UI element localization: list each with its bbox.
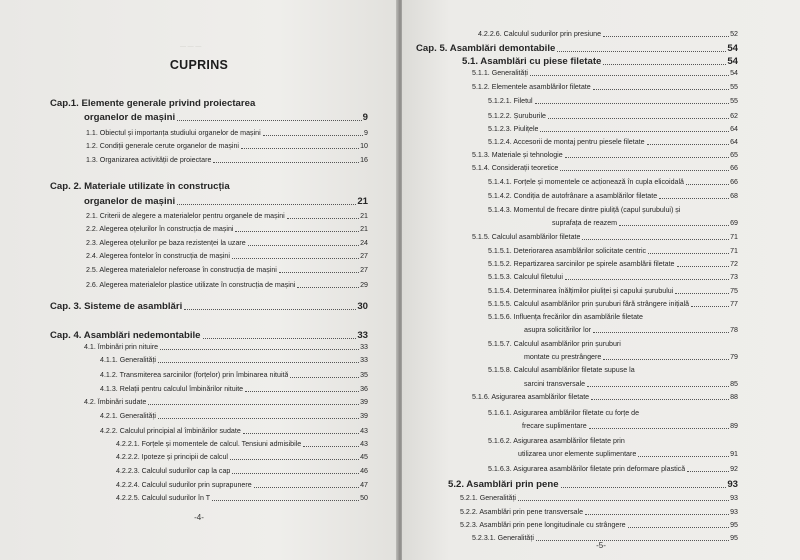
toc-entry-title: 5.1.6. Asigurarea asamblărilor filetate xyxy=(472,393,590,401)
dot-leader xyxy=(687,471,729,472)
toc-entry xyxy=(116,494,368,503)
toc-left xyxy=(0,0,398,560)
toc-entry-page-number: 21 xyxy=(360,225,368,233)
toc-entry-title: 5.1.2.2. Șuruburile xyxy=(488,112,546,120)
toc-entry-title: Cap. 3. Sisteme de asamblări xyxy=(50,301,183,312)
toc-entry xyxy=(472,393,738,402)
toc-entry xyxy=(488,465,738,474)
toc-entry-page-number: 10 xyxy=(360,142,368,150)
toc-entry-title: Cap. 2. Materiale utilizate în construcția xyxy=(50,181,230,192)
toc-entry xyxy=(488,192,738,201)
toc-chapter-heading xyxy=(50,181,368,192)
toc-entry-page-number: 47 xyxy=(360,481,368,489)
dot-leader xyxy=(593,332,729,333)
toc-entry xyxy=(488,125,738,134)
toc-entry xyxy=(116,440,368,449)
toc-entry-title: 4.2.2.5. Calculul sudurilor în T xyxy=(116,494,211,502)
toc-entry-title: frecare suplimentare xyxy=(522,422,587,430)
toc-entry-title: 2.5. Alegerea materialelor neferoase în construcția de mașini xyxy=(86,266,277,274)
toc-entry-title: 5.1.2.4. Accesorii de montaj pentru piesele filetate xyxy=(488,138,645,146)
dot-leader xyxy=(691,306,729,307)
toc-entry xyxy=(86,212,368,221)
toc-entry-page-number: 36 xyxy=(360,385,368,393)
toc-chapter-heading xyxy=(50,330,368,341)
toc-entry xyxy=(86,225,368,234)
toc-entry xyxy=(488,409,738,418)
toc-entry xyxy=(518,450,738,459)
toc-entry-title: 4.2.2. Calculul principial al îmbinărilor sudate xyxy=(100,427,241,435)
toc-entry-title: 1.3. Organizarea activității de proiectare xyxy=(86,156,212,164)
dot-leader xyxy=(561,487,727,488)
toc-entry xyxy=(552,219,738,228)
toc-entry-title: 5.1.5.1. Deteriorarea asamblărilor solicitate centric xyxy=(488,247,647,255)
toc-entry-page-number: 39 xyxy=(360,412,368,420)
toc-entry-page-number: 66 xyxy=(730,178,738,186)
toc-entry-title: 5.1.1. Generalități xyxy=(472,69,528,77)
toc-entry xyxy=(460,521,738,530)
dot-leader xyxy=(540,131,729,132)
toc-entry-title: Cap. 5. Asamblări demontabile xyxy=(416,43,556,54)
toc-entry-page-number: 65 xyxy=(730,151,738,159)
toc-entry-page-number: 78 xyxy=(730,326,738,334)
dot-leader xyxy=(648,253,729,254)
dot-leader xyxy=(232,473,359,474)
toc-entry-page-number: 88 xyxy=(730,393,738,401)
toc-entry-page-number: 24 xyxy=(360,239,368,247)
toc-entry-page-number: 39 xyxy=(360,398,368,406)
toc-entry-title: 2.2. Alegerea oțelurilor în construcția de mașini xyxy=(86,225,234,233)
toc-entry-title: 2.4. Alegerea fontelor în construcția de mașini xyxy=(86,252,230,260)
toc-entry xyxy=(472,151,738,160)
toc-right xyxy=(402,0,800,560)
dot-leader xyxy=(603,36,729,37)
dot-leader xyxy=(248,245,359,246)
toc-entry-page-number: 9 xyxy=(362,112,368,123)
dot-leader xyxy=(241,148,359,149)
toc-entry-title: 2.1. Criterii de alegere a materialelor pentru organele de mașini xyxy=(86,212,285,220)
dot-leader xyxy=(158,362,359,363)
toc-entry-title: 4.2. Îmbinări sudate xyxy=(84,398,147,406)
toc-entry-title: suprafața de reazem xyxy=(552,219,618,227)
toc-entry-page-number: 27 xyxy=(360,266,368,274)
toc-entry xyxy=(116,453,368,462)
dot-leader xyxy=(582,239,729,240)
toc-entry xyxy=(86,129,368,138)
toc-entry xyxy=(488,300,738,309)
dot-leader xyxy=(213,162,359,163)
toc-chapter-heading xyxy=(50,301,368,312)
toc-entry-title: 5.1.5.3. Calculul filetului xyxy=(488,273,563,281)
dot-leader xyxy=(235,231,359,232)
toc-entry xyxy=(100,427,368,436)
toc-entry xyxy=(472,69,738,78)
dot-leader xyxy=(628,527,729,528)
dot-leader xyxy=(587,386,729,387)
toc-entry xyxy=(116,467,368,476)
dot-leader xyxy=(287,218,359,219)
toc-entry-page-number: 75 xyxy=(730,287,738,295)
toc-entry-title: 4.2.2.2. Ipoteze și principii de calcul xyxy=(116,453,228,461)
toc-entry xyxy=(488,340,738,349)
toc-entry-page-number: 52 xyxy=(730,30,738,38)
toc-entry xyxy=(460,494,738,503)
toc-entry xyxy=(488,178,738,187)
dot-leader xyxy=(589,428,729,429)
toc-entry xyxy=(116,481,368,490)
toc-entry-page-number: 79 xyxy=(730,353,738,361)
dot-leader xyxy=(603,359,729,360)
toc-entry-title: 4.1.2. Transmiterea sarcinilor (forțelor) prin îmbinarea nituită xyxy=(100,371,289,379)
toc-entry-page-number: 72 xyxy=(730,260,738,268)
toc-entry-title: 5.1.2. Elementele asamblărilor filetate xyxy=(472,83,591,91)
toc-entry xyxy=(488,97,738,106)
toc-entry-title: 5.2. Asamblări prin pene xyxy=(448,479,559,490)
toc-entry-page-number: 33 xyxy=(360,343,368,351)
toc-entry-page-number: 91 xyxy=(730,450,738,458)
toc-entry-page-number: 66 xyxy=(730,164,738,172)
toc-entry-page-number: 93 xyxy=(730,508,738,516)
toc-entry-title: 1.1. Obiectul și importanța studiului organelor de mașini xyxy=(86,129,261,137)
toc-chapter-heading xyxy=(84,196,368,207)
dot-leader xyxy=(160,349,359,350)
toc-entry xyxy=(488,112,738,121)
dot-leader xyxy=(560,170,729,171)
toc-entry-page-number: 64 xyxy=(730,138,738,146)
toc-entry-page-number: 93 xyxy=(727,479,738,490)
toc-entry xyxy=(86,156,368,165)
toc-entry-title: 5.1.5. Calculul asamblărilor filetate xyxy=(472,233,581,241)
toc-title: CUPRINS xyxy=(169,58,229,72)
toc-entry xyxy=(84,343,368,352)
toc-entry xyxy=(86,142,368,151)
dot-leader xyxy=(675,293,729,294)
dot-leader xyxy=(677,266,730,267)
toc-entry-title: 4.1.1. Generalități xyxy=(100,356,156,364)
toc-entry-title: 5.2.3.1. Generalități xyxy=(472,534,534,542)
bleed-through-text: — — — xyxy=(180,44,202,50)
dot-leader xyxy=(254,487,359,488)
toc-entry-title: organelor de mașini xyxy=(84,112,176,123)
dot-leader xyxy=(593,89,729,90)
dot-leader xyxy=(184,309,356,310)
toc-entry-page-number: 55 xyxy=(730,83,738,91)
toc-entry-page-number: 68 xyxy=(730,192,738,200)
toc-entry-title: 4.2.2.4. Calculul sudurilor prin suprapunere xyxy=(116,481,252,489)
toc-entry xyxy=(488,437,738,446)
toc-entry-title: 5.1.4.1. Forțele și momentele ce acționează în cupla elicoidală xyxy=(488,178,684,186)
toc-entry-title: 5.1.5.5. Calculul asamblărilor prin șuruburi fără strângere inițială xyxy=(488,300,690,308)
toc-chapter-heading xyxy=(84,112,368,123)
toc-entry-title: 5.1.2.3. Piulițele xyxy=(488,125,539,133)
right-page xyxy=(402,0,800,560)
dot-leader xyxy=(603,64,726,65)
toc-entry-page-number: 54 xyxy=(727,43,738,54)
dot-leader xyxy=(686,184,729,185)
toc-entry xyxy=(524,353,738,362)
toc-entry xyxy=(472,83,738,92)
toc-entry xyxy=(488,260,738,269)
toc-entry xyxy=(100,385,368,394)
toc-entry xyxy=(100,356,368,365)
dot-leader xyxy=(279,272,359,273)
toc-entry-title: 5.1.5.4. Determinarea înălțimilor piuliței și capului șurubului xyxy=(488,287,674,295)
toc-entry-page-number: 43 xyxy=(360,440,368,448)
toc-entry-title: montate cu prestrângere xyxy=(524,353,602,361)
toc-entry-page-number: 27 xyxy=(360,252,368,260)
toc-entry-title: 5.2.2. Asamblări prin pene transversale xyxy=(460,508,584,516)
toc-entry-title: 4.1.3. Relații pentru calculul îmbinărilor nituite xyxy=(100,385,244,393)
toc-entry xyxy=(86,239,368,248)
dot-leader xyxy=(243,433,359,434)
toc-entry-title: 4.2.2.6. Calculul sudurilor prin presiune xyxy=(478,30,602,38)
toc-entry-page-number: 50 xyxy=(360,494,368,502)
toc-entry-page-number: 54 xyxy=(727,56,738,67)
dot-leader xyxy=(245,391,359,392)
toc-entry-page-number: 33 xyxy=(357,330,368,341)
toc-entry-title: 5.1.5.2. Repartizarea sarcinilor pe spirele asamblării filetate xyxy=(488,260,675,268)
toc-entry-title: Cap.1. Elemente generale privind proiectarea xyxy=(50,98,256,109)
toc-entry xyxy=(488,273,738,282)
toc-entry-page-number: 46 xyxy=(360,467,368,475)
toc-entry-title: sarcini transversale xyxy=(524,380,586,388)
toc-entry-page-number: 16 xyxy=(360,156,368,164)
toc-entry-title: 5.1. Asamblări cu piese filetate xyxy=(462,56,602,67)
toc-entry-title: organelor de mașini xyxy=(84,196,176,207)
toc-entry-page-number: 95 xyxy=(730,534,738,542)
toc-entry xyxy=(524,326,738,335)
dot-leader xyxy=(290,377,359,378)
toc-entry-title: 4.2.1. Generalități xyxy=(100,412,156,420)
dot-leader xyxy=(297,287,359,288)
toc-entry xyxy=(488,313,738,322)
toc-entry-page-number: 92 xyxy=(730,465,738,473)
toc-entry-title: 5.2.3. Asamblări prin pene longitudinale cu strângere xyxy=(460,521,626,529)
page-number-left: -4- xyxy=(194,513,204,522)
toc-entry-title: 1.2. Condiții generale cerute organelor de mașini xyxy=(86,142,240,150)
dot-leader xyxy=(230,459,359,460)
toc-entry-title: 5.1.6.1. Asigurarea amblărilor filetate cu forțe de xyxy=(488,409,640,417)
toc-entry-page-number: 89 xyxy=(730,422,738,430)
toc-entry-title: 2.6. Alegerea materialelor plastice utilizate în construcția de mașini xyxy=(86,281,296,289)
toc-entry xyxy=(86,281,368,290)
toc-entry-page-number: 64 xyxy=(730,125,738,133)
dot-leader xyxy=(591,399,729,400)
toc-entry-title: 5.1.5.7. Calculul asamblărilor prin șuruburi xyxy=(488,340,621,348)
toc-entry-page-number: 71 xyxy=(730,247,738,255)
toc-entry xyxy=(86,252,368,261)
toc-entry xyxy=(84,398,368,407)
toc-entry-page-number: 85 xyxy=(730,380,738,388)
dot-leader xyxy=(212,500,359,501)
toc-entry xyxy=(472,164,738,173)
dot-leader xyxy=(177,204,356,205)
toc-entry-page-number: 77 xyxy=(730,300,738,308)
dot-leader xyxy=(619,225,729,226)
toc-entry-page-number: 69 xyxy=(730,219,738,227)
toc-entry-page-number: 9 xyxy=(364,129,368,137)
dot-leader xyxy=(148,404,359,405)
toc-entry-page-number: 43 xyxy=(360,427,368,435)
toc-entry xyxy=(478,30,738,39)
toc-entry-page-number: 54 xyxy=(730,69,738,77)
dot-leader xyxy=(303,446,359,447)
toc-entry-page-number: 29 xyxy=(360,281,368,289)
toc-entry-title: 5.1.5.6. Influența frecărilor din asamblările filetate xyxy=(488,313,643,321)
toc-entry-title: 5.2.1. Generalități xyxy=(460,494,516,502)
toc-entry-page-number: 93 xyxy=(730,494,738,502)
toc-entry-page-number: 21 xyxy=(357,196,368,207)
dot-leader xyxy=(232,258,359,259)
dot-leader xyxy=(565,157,729,158)
dot-leader xyxy=(530,75,729,76)
toc-entry-page-number: 45 xyxy=(360,453,368,461)
toc-entry-title: 5.1.4. Considerații teoretice xyxy=(472,164,559,172)
toc-entry xyxy=(100,412,368,421)
toc-entry-page-number: 21 xyxy=(360,212,368,220)
toc-entry xyxy=(86,266,368,275)
dot-leader xyxy=(535,103,730,104)
dot-leader xyxy=(557,51,726,52)
toc-entry-title: 5.1.6.2. Asigurarea asamblărilor filetate prin xyxy=(488,437,625,445)
dot-leader xyxy=(158,418,359,419)
toc-entry-title: 4.2.2.1. Forțele și momentele de calcul. Tensiuni admisibile xyxy=(116,440,302,448)
dot-leader xyxy=(565,279,729,280)
toc-entry-title: asupra solicitărilor lor xyxy=(524,326,592,334)
toc-entry-title: 5.1.6.3. Asigurarea asamblărilor filetate prin deformare plastică xyxy=(488,465,686,473)
toc-chapter-heading xyxy=(462,56,738,67)
toc-entry-page-number: 71 xyxy=(730,233,738,241)
toc-entry-title: 4.1. Îmbinări prin nituire xyxy=(84,343,159,351)
toc-entry xyxy=(460,508,738,517)
toc-entry-title: 4.2.2.3. Calculul sudurilor cap la cap xyxy=(116,467,231,475)
dot-leader xyxy=(518,500,729,501)
toc-entry xyxy=(522,422,738,431)
dot-leader xyxy=(203,338,357,339)
toc-entry-title: 5.1.4.2. Condiția de autofrânare a asamblărilor filetate xyxy=(488,192,658,200)
toc-entry-page-number: 62 xyxy=(730,112,738,120)
toc-entry-page-number: 35 xyxy=(360,371,368,379)
toc-entry xyxy=(488,247,738,256)
left-page xyxy=(0,0,398,560)
toc-chapter-heading xyxy=(448,479,738,490)
toc-entry-title: 2.3. Alegerea oțelurilor pe baza rezistenței la uzare xyxy=(86,239,246,247)
toc-entry-title: 5.1.5.8. Calculul asamblărilor filetate supuse la xyxy=(488,366,635,374)
toc-chapter-heading xyxy=(50,98,368,109)
dot-leader xyxy=(177,120,361,121)
toc-entry xyxy=(488,287,738,296)
toc-entry xyxy=(488,138,738,147)
toc-entry xyxy=(100,371,368,380)
dot-leader xyxy=(585,514,729,515)
dot-leader xyxy=(659,198,729,199)
toc-entry-title: utilizarea unor elemente suplimentare xyxy=(518,450,637,458)
toc-entry-page-number: 33 xyxy=(360,356,368,364)
toc-entry-page-number: 73 xyxy=(730,273,738,281)
dot-leader xyxy=(638,456,729,457)
dot-leader xyxy=(263,135,363,136)
toc-entry xyxy=(488,366,738,375)
toc-entry xyxy=(472,233,738,242)
page-number-right: -5- xyxy=(596,541,606,550)
toc-entry-title: 5.1.3. Materiale și tehnologie xyxy=(472,151,563,159)
dot-leader xyxy=(647,144,730,145)
toc-entry xyxy=(488,206,738,215)
toc-entry-title: 5.1.4.3. Momentul de frecare dintre piuliță (capul șurubului) și xyxy=(488,206,681,214)
toc-entry-title: 5.1.2.1. Filetul xyxy=(488,97,533,105)
dot-leader xyxy=(548,118,729,119)
toc-entry-title: Cap. 4. Asamblări nedemontabile xyxy=(50,330,201,341)
toc-chapter-heading xyxy=(416,43,738,54)
toc-entry-page-number: 95 xyxy=(730,521,738,529)
toc-entry-page-number: 30 xyxy=(357,301,368,312)
toc-entry-page-number: 55 xyxy=(730,97,738,105)
toc-entry xyxy=(524,380,738,389)
